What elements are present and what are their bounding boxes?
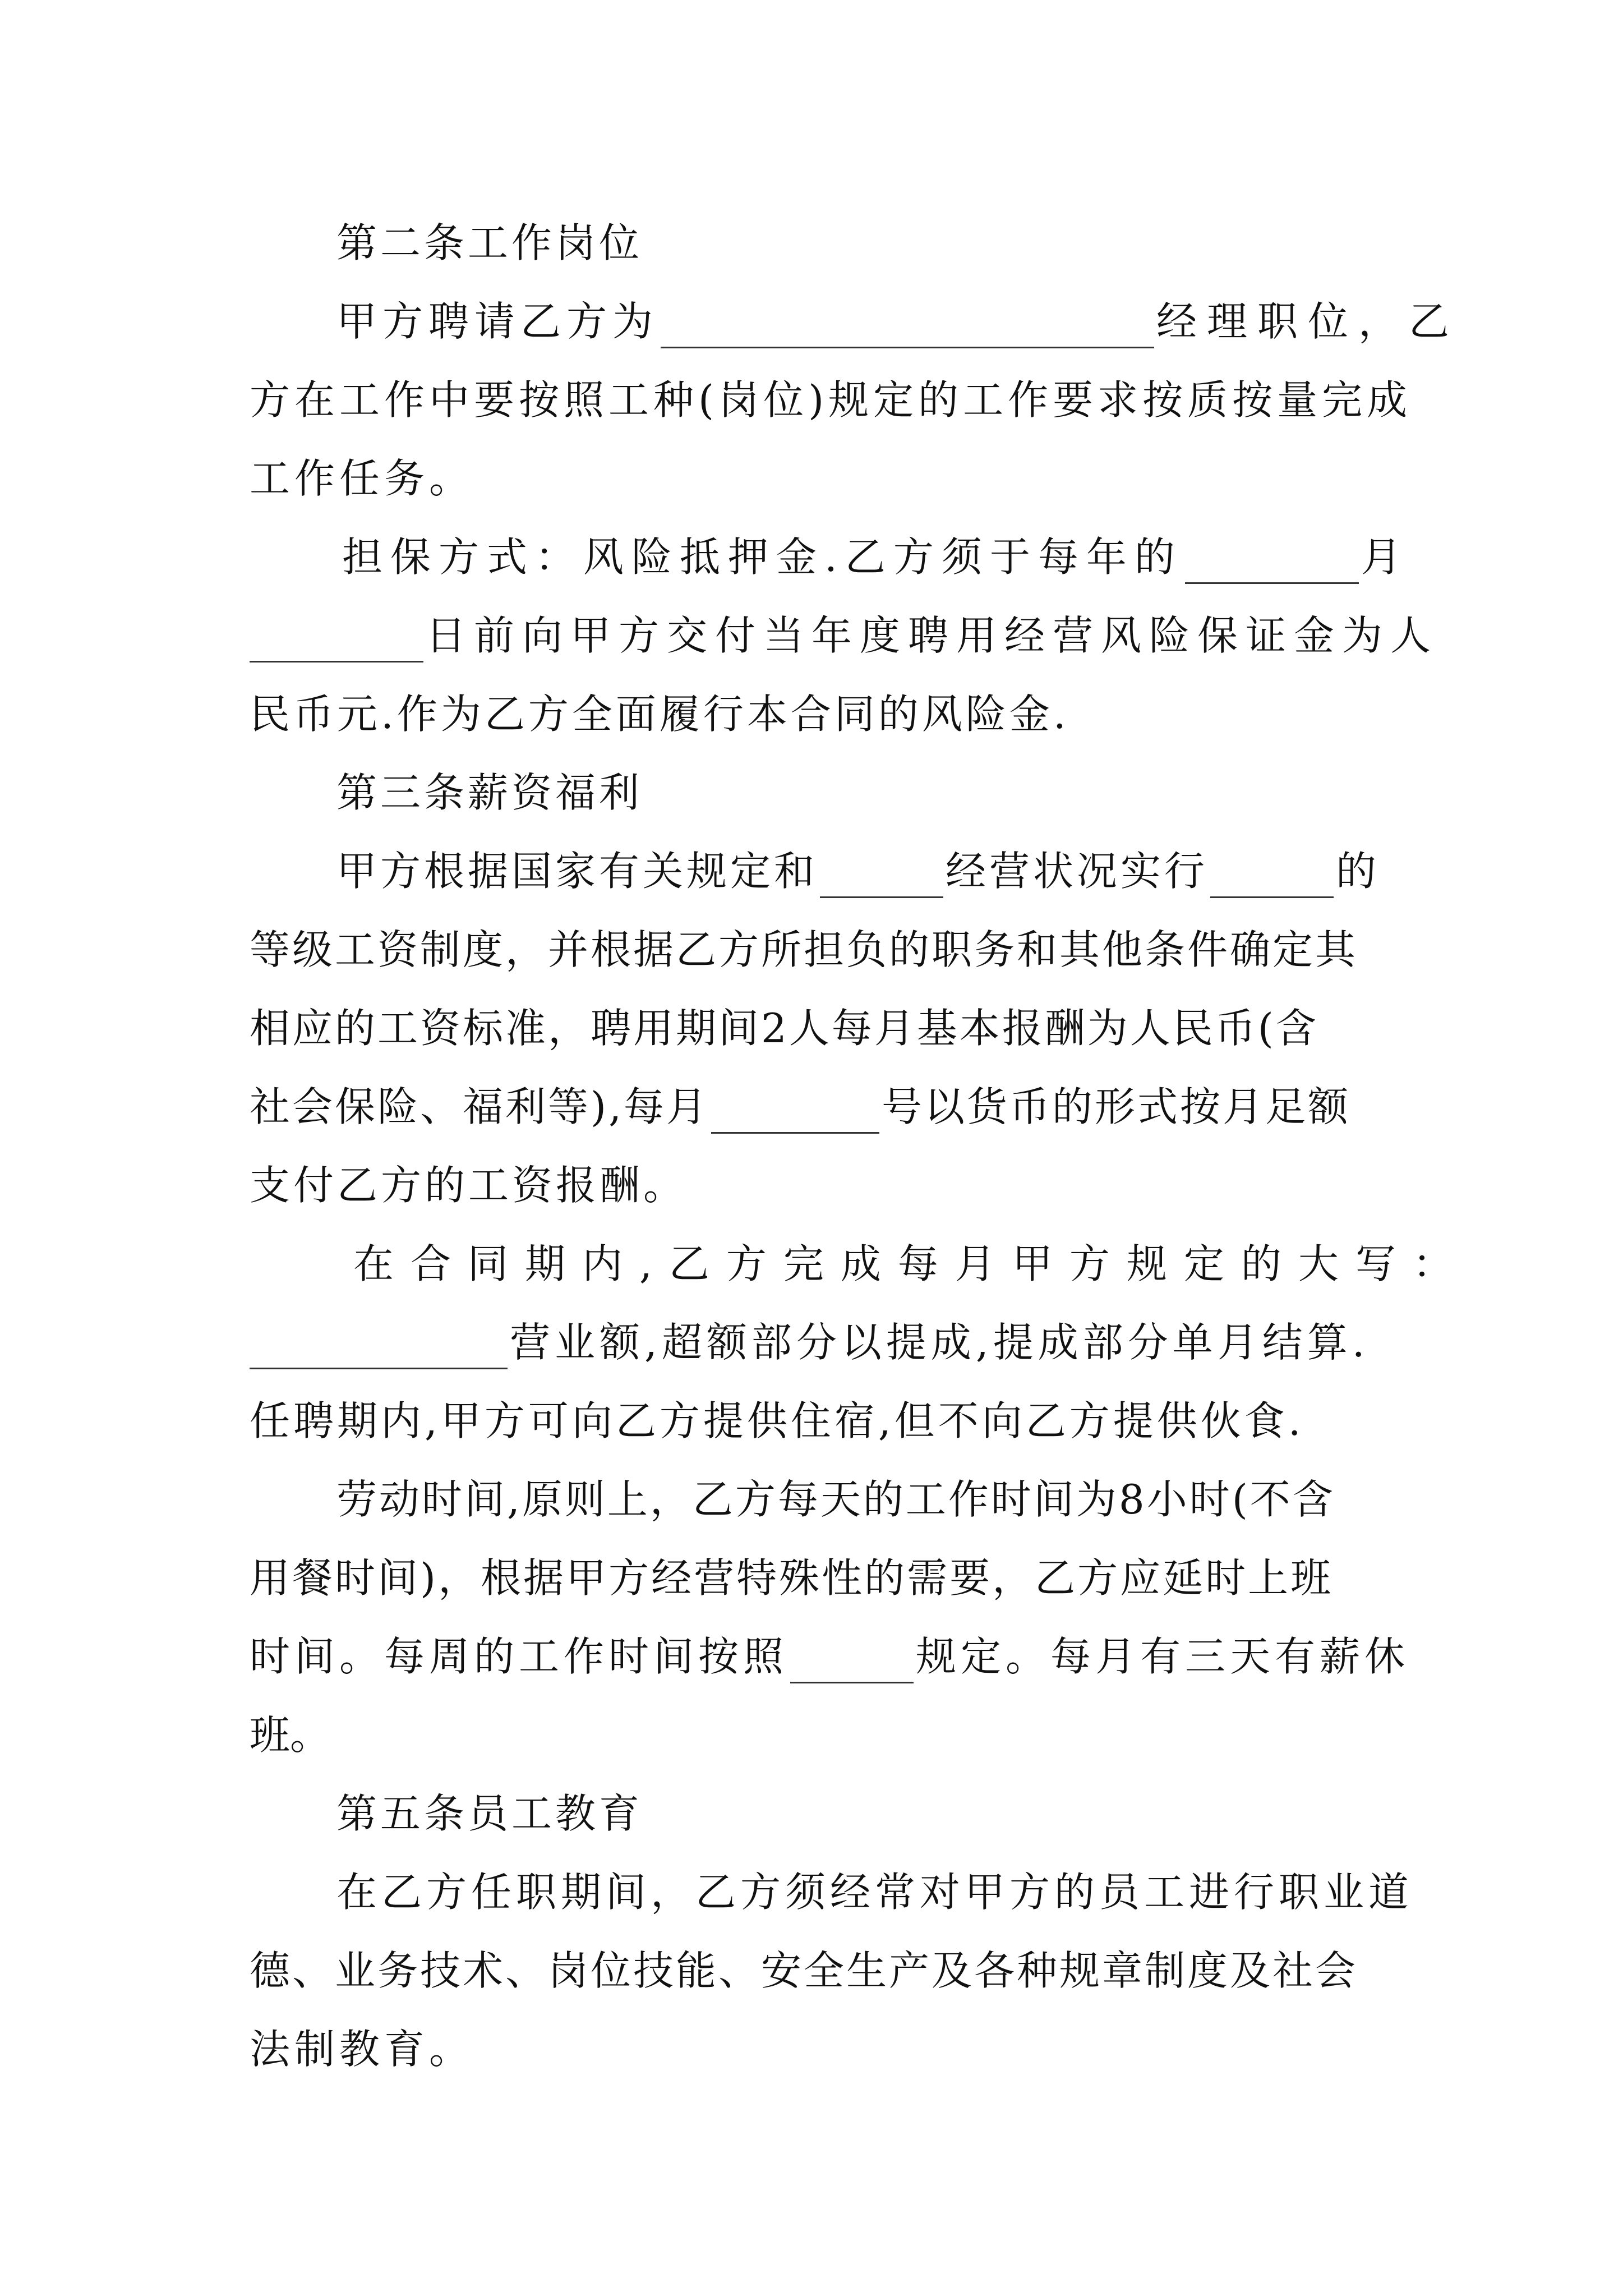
- p1-line-3: [0, 448, 1623, 509]
- p4-line-3: [0, 1390, 1623, 1452]
- article-5-heading-line: [0, 1783, 1623, 1844]
- p2-text-a: 担保方式：风险抵押金.乙方须于每年的: [342, 533, 1183, 581]
- p3-line-5: [0, 1154, 1623, 1216]
- p1-text-b: 经理职位，乙: [1156, 298, 1460, 345]
- p6-line-1: [0, 1861, 1623, 1923]
- article-3-heading: 第三条薪资福利: [336, 769, 643, 816]
- article-3-heading-line: [0, 762, 1623, 823]
- p1-line-1: [0, 291, 1623, 352]
- p2-line-2: [0, 605, 1623, 666]
- p3-text-5: 支付乙方的工资报酬。: [250, 1162, 688, 1209]
- p5-text-3b: 规定。每月有三天有薪休: [916, 1633, 1410, 1680]
- p3-line-3: [0, 997, 1623, 1059]
- p3-text-3: 相应的工资标准，聘用期间2人每月基本报酬为人民币(含: [250, 1005, 1318, 1052]
- p2-line-3: [0, 683, 1623, 745]
- p5-text-4: 班。: [250, 1711, 331, 1759]
- p2-line-1: [0, 526, 1623, 588]
- p3-line-1: [0, 840, 1623, 902]
- article-2-heading-line: [0, 212, 1623, 274]
- p4-line-2: [0, 1312, 1623, 1373]
- p3-text-2: 等级工资制度，并根据乙方所担负的职务和其他条件确定其: [250, 926, 1358, 973]
- work-hours-blank: [790, 1626, 914, 1683]
- position-blank: [661, 291, 1154, 348]
- p3-text-a: 甲方根据国家有关规定和: [336, 848, 818, 895]
- p4-text-3: 任聘期内,甲方可向乙方提供住宿,但不向乙方提供伙食.: [250, 1397, 1304, 1444]
- p6-line-2: [0, 1940, 1623, 2001]
- p3-line-4: [0, 1076, 1623, 1138]
- article-5-heading: 第五条员工教育: [336, 1790, 643, 1837]
- p3-text-4b: 号以货币的形式按月足额: [881, 1083, 1350, 1130]
- payday-blank: [711, 1076, 879, 1134]
- revenue-blank: [250, 1312, 508, 1369]
- system-blank: [1210, 840, 1334, 898]
- p6-line-3: [0, 2018, 1623, 2080]
- p4-text-1: 在合同期内,乙方完成每月甲方规定的大写：: [353, 1240, 1470, 1287]
- p5-line-3: [0, 1626, 1623, 1687]
- p5-text-3a: 时间。每周的工作时间按照: [250, 1633, 789, 1680]
- p4-line-1: [0, 1233, 1623, 1295]
- p5-line-2: [0, 1547, 1623, 1609]
- company-blank: [820, 840, 943, 898]
- p5-line-1: [0, 1469, 1623, 1530]
- month-blank: [1185, 526, 1359, 584]
- p4-text-2: 营业额,超额部分以提成,提成部分单月结算.: [510, 1319, 1370, 1366]
- article-2-heading: 第二条工作岗位: [336, 219, 643, 266]
- p6-text-3: 法制教育。: [250, 2026, 474, 2073]
- p1-text-3: 工作任务。: [250, 455, 474, 502]
- p6-text-1: 在乙方任职期间，乙方须经常对甲方的员工进行职业道: [336, 1869, 1414, 1916]
- p5-text-2: 用餐时间)，根据甲方经营特殊性的需要，乙方应延时上班: [250, 1554, 1334, 1602]
- p1-text-2: 方在工作中要按照工种(岗位)规定的工作要求按质按量完成: [250, 376, 1412, 424]
- p2-text-2: 日前向甲方交付当年度聘用经营风险保证金为人: [426, 612, 1439, 659]
- p3-line-2: [0, 919, 1623, 981]
- p2-text-b: 月: [1361, 533, 1401, 581]
- p1-line-2: [0, 369, 1623, 431]
- day-blank: [250, 605, 423, 662]
- p2-text-3: 民币元.作为乙方全面履行本合同的风险金.: [250, 691, 1069, 738]
- p6-text-2: 德、业务技术、岗位技能、安全生产及各种规章制度及社会: [250, 1947, 1358, 1994]
- p5-line-4: [0, 1704, 1623, 1766]
- p5-text-1: 劳动时间,原则上，乙方每天的工作时间为8小时(不含: [336, 1476, 1335, 1523]
- p1-text-a: 甲方聘请乙方为: [336, 298, 659, 345]
- p3-text-b: 经营状况实行: [946, 848, 1209, 895]
- p3-text-c: 的: [1336, 848, 1377, 895]
- p3-text-4a: 社会保险、福利等),每月: [250, 1083, 709, 1130]
